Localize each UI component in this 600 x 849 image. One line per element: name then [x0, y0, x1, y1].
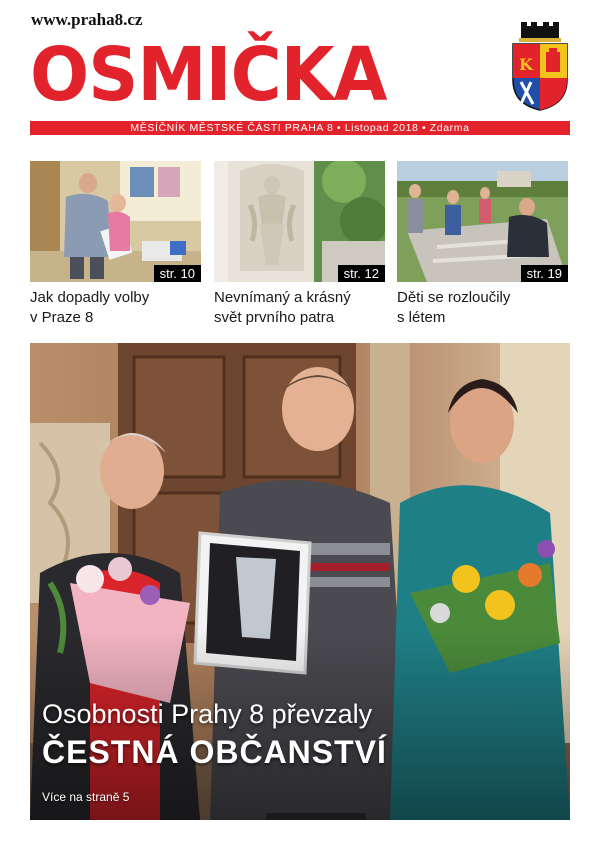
article-title-line: Děti se rozloučily [397, 289, 511, 306]
cover-headline: Osobnosti Prahy 8 převzaly [42, 699, 373, 729]
cover-more-link[interactable]: Více na straně 5 [42, 790, 130, 804]
article-title-line: s létem [397, 309, 446, 326]
page-tag: str. 12 [338, 265, 385, 282]
magazine-title: OSMIČKA [30, 32, 387, 118]
article-thumbnail-elections[interactable] [30, 161, 201, 282]
article-title-line: Jak dopadly volby [30, 289, 150, 306]
article-title-first-floor[interactable] [214, 288, 389, 328]
website-url[interactable]: www.praha8.cz [31, 10, 143, 29]
article-title-elections[interactable] [30, 288, 205, 328]
article-thumbnail-first-floor[interactable] [214, 161, 385, 282]
article-title-line: v Praze 8 [30, 309, 94, 326]
article-thumbnail-children[interactable] [397, 161, 568, 282]
coat-of-arms-icon [509, 20, 571, 112]
article-title-line: svět prvního patra [214, 309, 335, 326]
subtitle-bar: MĚSÍČNÍK MĚSTSKÉ ČÁSTI PRAHA 8 • Listopad 2018 • Zdarma [30, 121, 570, 135]
cover-headline-emphasis: ČESTNÁ OBČANSTVÍ [42, 734, 387, 770]
page-tag: str. 10 [154, 265, 201, 282]
svg-text:K: K [519, 55, 533, 74]
page-tag: str. 19 [521, 265, 568, 282]
article-title-children[interactable] [397, 288, 572, 328]
article-title-line: Nevnímaný a krásný [214, 289, 351, 306]
